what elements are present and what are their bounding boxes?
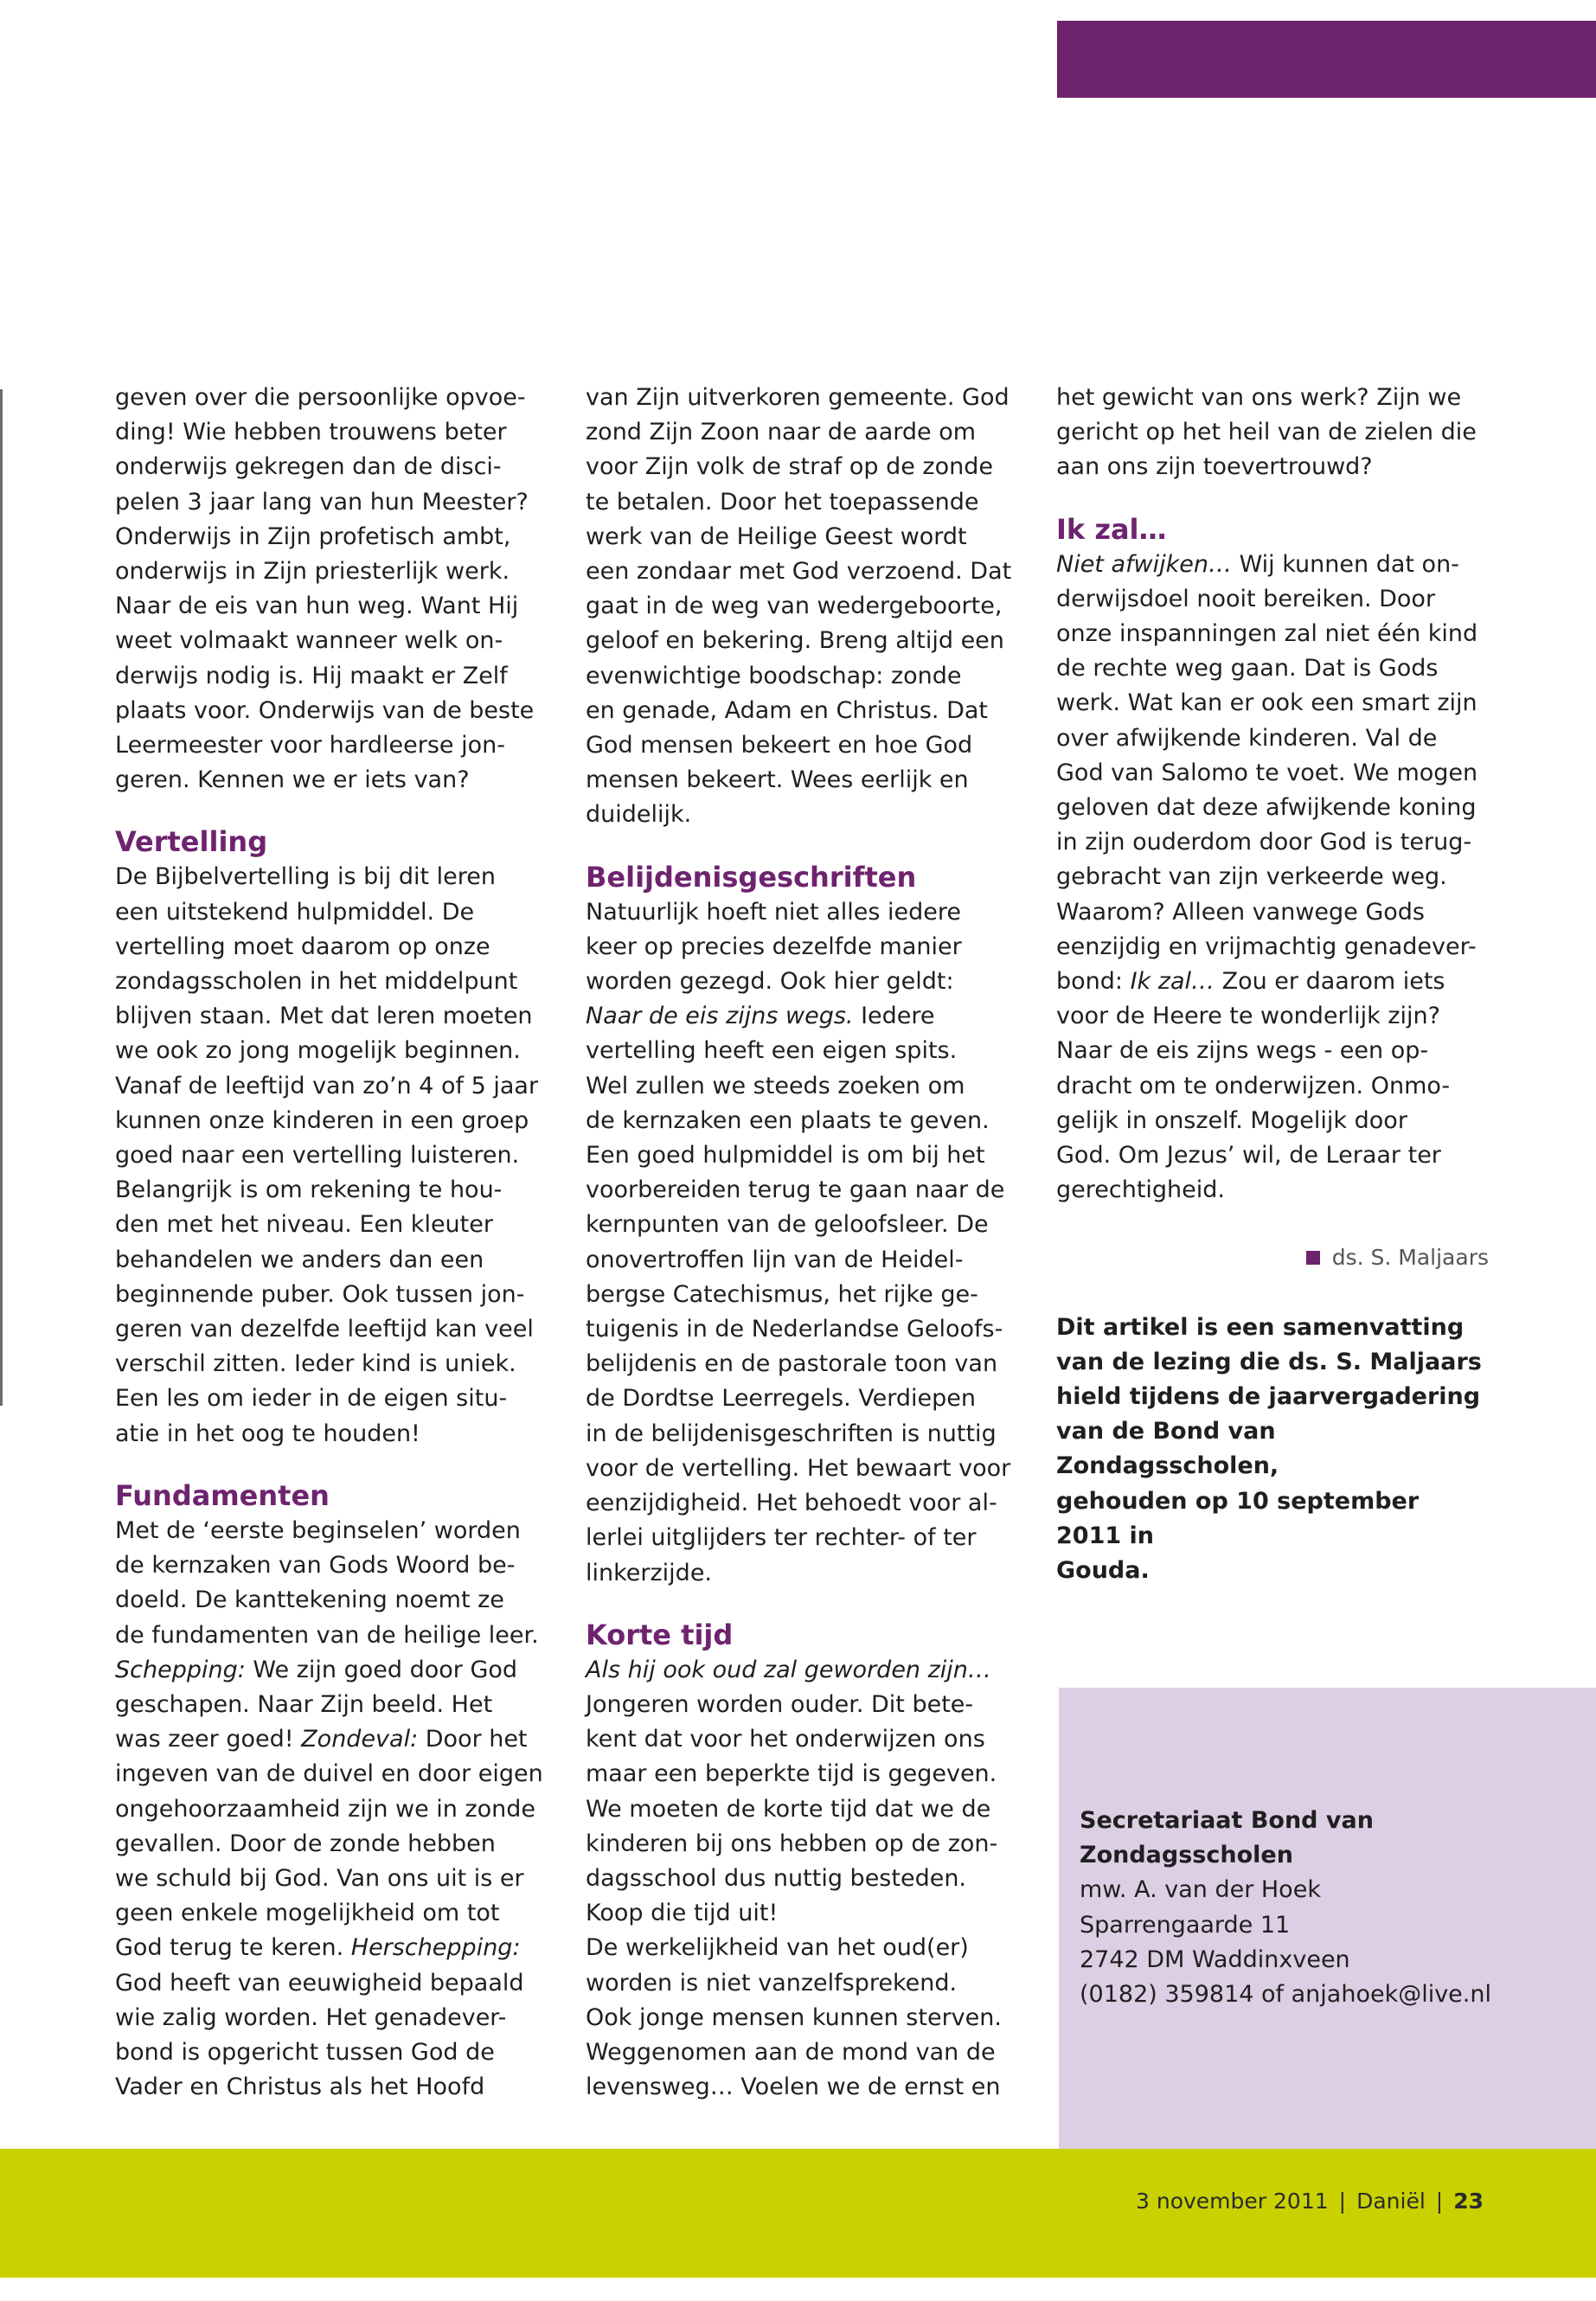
footer-magazine: Daniël	[1356, 2189, 1426, 2214]
author-signature	[1056, 1240, 1489, 1275]
ikzal-text-a: Wij kunnen dat on- derwijsdoel nooit bereiken. Door onze inspanningen zal niet één kind de rechte weg gaan. Dat is Gods werk. Wat kan er ook een smart zijn over afwijkende kinderen. Val de God van Salomo te voet. We mogen geloven dat deze afwijkende koning in zijn ouderdom door God is terug- gebracht van zijn verkeerde weg. Waarom? Alleen vanwege Gods eenzijdig en vrijmachtig genadever- bond:	[1056, 550, 1478, 996]
footer-text	[1136, 2189, 1484, 2214]
paragraph-belijdenisgeschriften	[586, 895, 1018, 1591]
col1-intro: geven over die persoonlijke opvoe- ding! Wie hebben trouwens beter onderwijs gekregen dan de disci- pelen 3 jaar lang van hun Meester? Onderwijs in Zijn profetisch ambt, onderwijs in Zijn priesterlijk werk. Naar de eis van hun weg. Want Hij weet volmaakt wanneer welk on- derwijs nodig is. Hij maakt er Zelf plaats voor. Onderwijs van de beste Leermeester voor hardleerse jon- geren. Kennen we er iets van?	[115, 384, 535, 794]
col2-intro: van Zijn uitverkoren gemeente. God zond Zijn Zoon naar de aarde om voor Zijn volk de straf op de zonde te betalen. Door het toepassende werk van de Heilige Geest wordt een zondaar met God verzoend. Dat gaat in de weg van wedergeboorte, geloof en bekering. Breng altijd een evenwichtige boodschap: zonde en genade, Adam en Christus. Dat God mensen bekeert en hoe God mensen bekeert. Wees eerlijk en duidelijk.	[586, 384, 1012, 829]
column-3	[1056, 381, 1489, 1588]
contact-title: Secretariaat Bond van Zondagsscholen	[1080, 1807, 1374, 1869]
paragraph-ik-zal	[1056, 548, 1489, 1208]
heading-fundamenten: Fundamenten	[115, 1478, 330, 1512]
ikzal-text-b: Zou er daarom iets voor de Heere te wonderlijk zijn? Naar de eis zijns wegs - een op- dracht om te onderwijzen. Onmo- gelijk in onszelf. Mogelijk door God. Om Jezus’ wil, de Leraar ter gerechtigheid.	[1056, 968, 1451, 1204]
korte-quote: Als hij ook oud zal geworden zijn…	[586, 1656, 991, 1683]
fund-text-a: Met de ‘eerste beginselen’ worden de kernzaken van Gods Woord be- doeld. De kanttekening noemt ze de fundamenten van de heilige leer.	[115, 1516, 539, 1649]
fund-text-d: God heeft van eeuwigheid bepaald wie zalig worden. Het genadever- bond is opgericht tussen God de Vader en Christus als het Hoofd	[115, 1969, 524, 2101]
fund-term-herschepping: Herschepping:	[350, 1934, 521, 1962]
korte-text: Jongeren worden ouder. Dit bete- kent dat voor het onderwijzen ons maar een beperkte tijd is gegeven. We moeten de korte tijd dat we de kinderen bij ons hebben op de zon- dagsschool dus nuttig besteden. Koop die tijd uit! De werkelijkheid van het oud(er) worden is niet vanzelfsprekend. Ook jonge mensen kunnen sterven. Weggenomen aan de mond van de levensweg… Voelen we de ernst en	[586, 1690, 1002, 2101]
contact-box	[1059, 1688, 1596, 2149]
col3-intro: het gewicht van ons werk? Zijn we gericht op het heil van de zielen die aan ons zijn toevertrouwd?	[1056, 384, 1477, 481]
paragraph-fundamenten	[115, 1514, 548, 2105]
fund-text-b: We zijn goed door God geschapen. Naar Zijn beeld. Het was zeer goed!	[115, 1656, 518, 1753]
page-edge-rule	[0, 389, 3, 1406]
footer-separator: |	[1435, 2189, 1444, 2214]
page-number: 23	[1453, 2189, 1484, 2214]
paragraph-korte-tijd	[586, 1653, 1018, 2106]
author-name: ds. S. Maljaars	[1331, 1245, 1489, 1271]
heading-belijdenisgeschriften: Belijdenisgeschriften	[586, 860, 917, 894]
fund-term-zondeval: Zondeval:	[301, 1726, 419, 1753]
ikzal-quote-1: Niet afwijken…	[1056, 550, 1232, 578]
footer-separator: |	[1338, 2189, 1347, 2214]
bel-text-b: Iedere vertelling heeft een eigen spits. Wel zullen we steeds zoeken om de kernzaken een plaats te geven. Een goed hulpmiddel is om bij het voorbereiden terug te gaan naar de kernpunten van de geloofsleer. De onovertroffen lijn van de Heidel- bergse Catechismus, het rijke ge- tuigenis in de Nederlandse Geloofs- belijdenis en de pastorale toon van de Dordtse Leerregels. Verdiepen in de belijdenisgeschriften is nuttig voor de vertelling. Het bewaart voor eenzijdigheid. Het behoedt voor al- lerlei uitglijders ter rechter- of ter linkerzijde.	[586, 1003, 1011, 1586]
heading-vertelling: Vertelling	[115, 825, 268, 859]
heading-korte-tijd: Korte tijd	[586, 1618, 734, 1651]
ikzal-quote-2: Ik zal…	[1130, 968, 1215, 996]
footer-bar	[0, 2149, 1596, 2278]
bel-text-a: Natuurlijk hoeft niet alles iedere keer op precies dezelfde manier worden gezegd. Ook hier geldt:	[586, 898, 962, 996]
fund-text-c: Door het ingeven van de duivel en door eigen ongehoorzaamheid zijn we in zonde gevallen. Door de zonde hebben we schuld bij God. Van ons uit is er geen enkele mogelijkheid om tot God terug te keren.	[115, 1726, 543, 1962]
heading-ik-zal: Ik zal…	[1056, 512, 1167, 546]
fund-term-schepping: Schepping:	[115, 1656, 246, 1683]
bel-quote: Naar de eis zijns wegs.	[586, 1003, 854, 1030]
square-bullet-icon	[1306, 1251, 1320, 1265]
header-color-bar	[1057, 21, 1596, 98]
article-note: Dit artikel is een samenvatting van de lezing die ds. S. Maljaars hield tijdens de jaarvergadering van de Bond van Zondagsscholen, gehouden op 10 september 2011 in Gouda.	[1056, 1313, 1482, 1585]
paragraph-vertelling: De Bijbelvertelling is bij dit leren een uitstekend hulpmiddel. De vertelling moet daarom op onze zondagsscholen in het middelpunt blijven staan. Met dat leren moeten we ook zo jong mogelijk beginnen. Vanaf de leeftijd van zo’n 4 of 5 jaar kunnen onze kinderen in een groep goed naar een vertelling luisteren. Belangrijk is om rekening te hou- den met het niveau. Een kleuter behandelen we anders dan een beginnende puber. Ook tussen jon- geren van dezelfde leeftijd kan veel verschil zitten. Ieder kind is uniek. Een les om ieder in de eigen situ- atie in het oog te houden!	[115, 863, 539, 1447]
footer-date: 3 november 2011	[1136, 2189, 1329, 2214]
contact-details: mw. A. van der Hoek Sparrengaarde 11 2742 DM Waddinxveen (0182) 359814 of anjahoek@live.nl	[1080, 1876, 1491, 2009]
column-1	[115, 381, 548, 2105]
column-2	[586, 381, 1018, 2105]
